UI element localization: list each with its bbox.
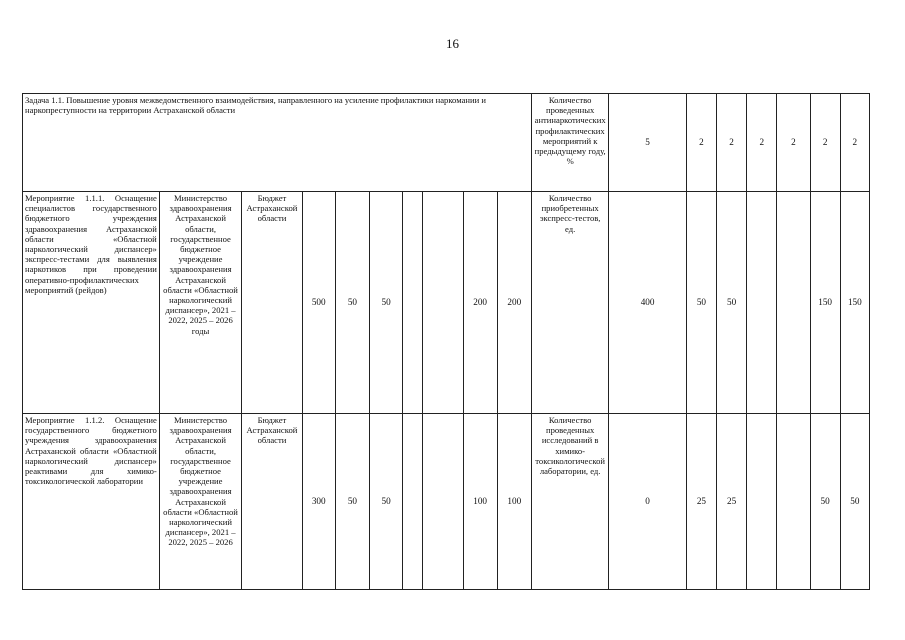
task-value-3: 2 bbox=[747, 94, 777, 192]
indicator-value: 0 bbox=[609, 414, 686, 590]
funding-cell: 50 bbox=[370, 192, 403, 414]
task-row bbox=[23, 94, 870, 192]
task-indicator: Количество проведенных антинаркотических профилактических мероприятий к предыдущему году, % bbox=[531, 94, 608, 192]
indicator-value: 50 bbox=[840, 414, 869, 590]
page-number: 16 bbox=[446, 36, 459, 51]
funding-cell: 200 bbox=[463, 192, 497, 414]
event-text: Мероприятие 1.1.1. Оснащение специалистов государственного бюджетного учреждения здравоохранения Астраханской области «Областной наркологический диспансер» экспресс-тестами для выявления наркотиков при проведении оперативно-профилактических мероприятий (рейдов) bbox=[23, 192, 160, 414]
funding-cell: 500 bbox=[302, 192, 335, 414]
task-value-0: 5 bbox=[609, 94, 686, 192]
indicator-value: 150 bbox=[840, 192, 869, 414]
indicator-text: Количество проведенных исследований в химико-токсикологической лаборатории, ед. bbox=[531, 414, 608, 590]
indicator-value bbox=[777, 192, 810, 414]
funding-cell: 50 bbox=[335, 192, 369, 414]
funding-cell bbox=[403, 192, 423, 414]
indicator-value: 400 bbox=[609, 192, 686, 414]
indicator-value: 25 bbox=[717, 414, 747, 590]
funding-source: Бюджет Астраханской области bbox=[242, 414, 302, 590]
funding-cell bbox=[403, 414, 423, 590]
indicator-value: 50 bbox=[686, 192, 716, 414]
indicator-text: Количество приобретенных экспресс-тестов, ед. bbox=[531, 192, 608, 414]
funding-cell: 100 bbox=[497, 414, 531, 590]
funding-cell: 200 bbox=[497, 192, 531, 414]
funding-cell: 100 bbox=[463, 414, 497, 590]
event-text: Мероприятие 1.1.2. Оснащение государственного бюджетного учреждения здравоохранения Астраханской области «Областной наркологический диспансер» реактивами для химико-токсикологической лаборатории bbox=[23, 414, 160, 590]
program-table bbox=[22, 93, 870, 590]
task-value-2: 2 bbox=[717, 94, 747, 192]
indicator-value bbox=[777, 414, 810, 590]
funding-cell: 300 bbox=[302, 414, 335, 590]
funding-cell bbox=[423, 414, 463, 590]
indicator-value: 50 bbox=[810, 414, 840, 590]
indicator-value: 150 bbox=[810, 192, 840, 414]
indicator-value: 25 bbox=[686, 414, 716, 590]
task-value-5: 2 bbox=[810, 94, 840, 192]
event-row-2 bbox=[23, 414, 870, 590]
indicator-value bbox=[747, 414, 777, 590]
funding-source: Бюджет Астраханской области bbox=[242, 192, 302, 414]
task-value-4: 2 bbox=[777, 94, 810, 192]
task-value-1: 2 bbox=[686, 94, 716, 192]
funding-cell: 50 bbox=[370, 414, 403, 590]
indicator-value: 50 bbox=[717, 192, 747, 414]
indicator-value bbox=[747, 192, 777, 414]
task-text: Задача 1.1. Повышение уровня межведомственного взаимодействия, направленного на усиление профилактики наркомании и наркопреступности на территории Астраханской области bbox=[23, 94, 532, 192]
event-row-1 bbox=[23, 192, 870, 414]
executor-text: Министерство здравоохранения Астраханской области, государственное бюджетное учреждение здравоохранения Астраханской области «Областной наркологический диспансер», 2021 – 2022, 2025 – 2026 bbox=[159, 414, 241, 590]
executor-text: Министерство здравоохранения Астраханской области, государственное бюджетное учреждение здравоохранения Астраханской области «Областной наркологический диспансер», 2021 – 2022, 2025 – 2026 годы bbox=[159, 192, 241, 414]
task-value-6: 2 bbox=[840, 94, 869, 192]
funding-cell: 50 bbox=[335, 414, 369, 590]
funding-cell bbox=[423, 192, 463, 414]
